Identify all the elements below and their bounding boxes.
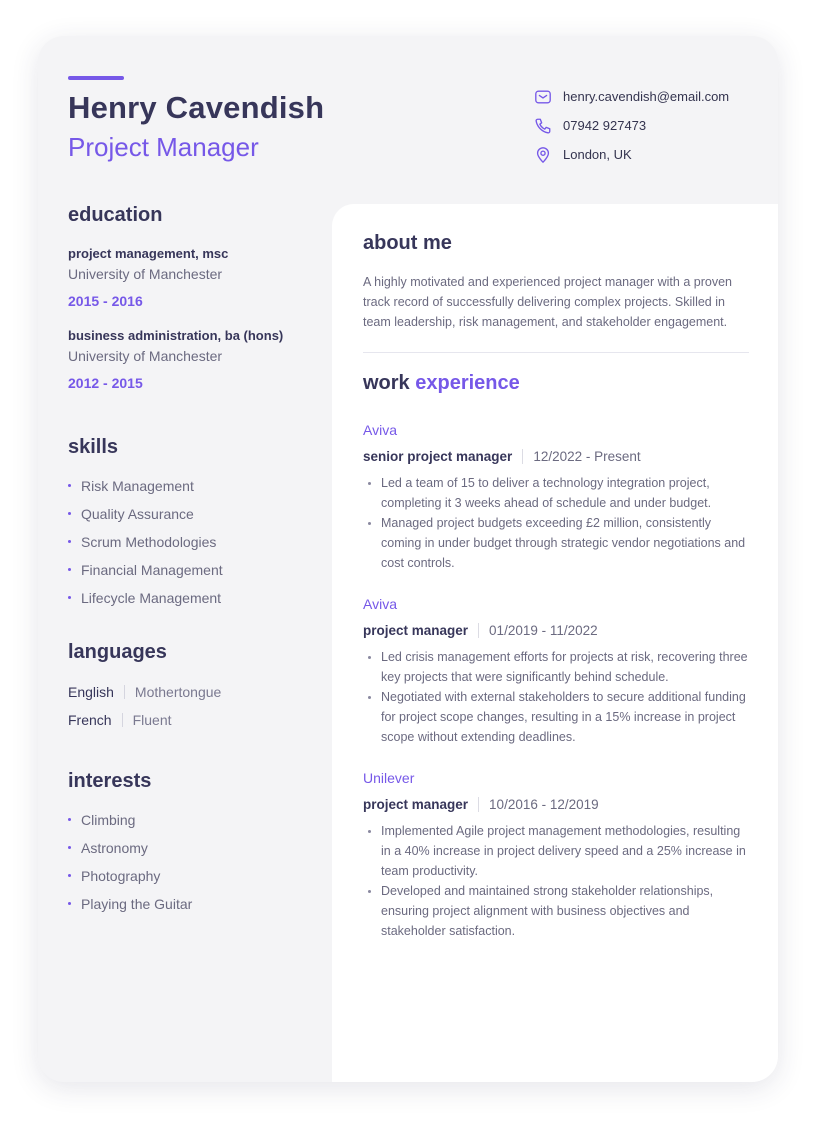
interest-item: Photography — [68, 866, 330, 894]
education-years: 2012 - 2015 — [68, 375, 143, 391]
language-divider — [124, 685, 125, 699]
job-entry — [363, 770, 749, 941]
job-title: project manager — [363, 623, 469, 638]
skill-item: Lifecycle Management — [68, 588, 330, 616]
job-bullet: Developed and maintained strong stakeholder relationships, ensuring project alignment with business objectives and stakeholder satisfaction. — [363, 881, 749, 941]
work-title — [363, 372, 749, 395]
language-item — [68, 678, 330, 706]
work-title-part1: work — [363, 372, 410, 394]
job-heading — [363, 449, 749, 464]
skill-item: Scrum Methodologies — [68, 532, 330, 560]
job-dates: 10/2016 - 12/2019 — [489, 797, 599, 812]
contact-email — [534, 82, 729, 111]
job-divider — [478, 623, 479, 638]
skill-item: Financial Management — [68, 560, 330, 588]
skill-item: Risk Management — [68, 476, 330, 504]
skills-list — [68, 476, 330, 616]
phone-text[interactable]: 07942 927473 — [563, 118, 647, 133]
job-bullets — [363, 473, 749, 573]
skills-title: skills — [68, 436, 119, 458]
job-title: senior project manager — [363, 449, 513, 464]
education-degree: project management, msc — [68, 246, 229, 261]
language-divider — [122, 713, 123, 727]
resume-card — [38, 36, 778, 1082]
contact-phone — [534, 111, 729, 140]
phone-icon — [534, 117, 552, 135]
education-degree: business administration, ba (hons) — [68, 328, 284, 343]
location-text: London, UK — [563, 147, 632, 162]
interest-item: Playing the Guitar — [68, 894, 330, 922]
job-company: Aviva — [363, 422, 397, 438]
job-heading — [363, 797, 749, 812]
email-text[interactable]: henry.cavendish@email.com — [563, 89, 730, 104]
interest-item: Astronomy — [68, 838, 330, 866]
left-column — [68, 204, 330, 922]
interest-item: Climbing — [68, 810, 330, 838]
job-bullet: Managed project budgets exceeding £2 million, consistently coming in under budget through strategic vendor negotiations and cost controls. — [363, 513, 749, 573]
contact-location — [534, 140, 729, 169]
language-name: English — [68, 684, 114, 700]
job-title: project manager — [363, 797, 469, 812]
education-title: education — [68, 204, 163, 226]
job-bullet: Led crisis management efforts for projects at risk, recovering three key projects that were significantly behind schedule. — [363, 647, 749, 687]
about-title: about me — [363, 232, 452, 254]
accent-bar — [68, 76, 124, 80]
about-section — [363, 232, 749, 941]
job-entry — [363, 596, 749, 747]
job-divider — [478, 797, 479, 812]
language-level: Fluent — [132, 712, 172, 728]
job-dates: 01/2019 - 11/2022 — [489, 623, 598, 638]
education-school: University of Manchester — [68, 266, 223, 282]
mail-icon — [534, 88, 552, 106]
education-item — [68, 246, 330, 309]
candidate-name: Henry Cavendish — [68, 90, 325, 125]
language-item — [68, 706, 330, 734]
section-divider — [363, 352, 749, 353]
job-heading — [363, 623, 749, 638]
interests-title: interests — [68, 770, 152, 792]
languages-list — [68, 678, 330, 734]
education-item — [68, 328, 330, 391]
location-pin-icon — [534, 146, 552, 164]
job-divider — [522, 449, 523, 464]
job-dates: 12/2022 - Present — [533, 449, 641, 464]
job-bullet: Led a team of 15 to deliver a technology integration project, completing it 3 weeks ahead of schedule and under budget. — [363, 473, 749, 513]
right-column — [332, 204, 778, 1082]
job-company: Aviva — [363, 596, 397, 612]
job-bullets — [363, 647, 749, 747]
contact-info — [534, 82, 729, 169]
education-years: 2015 - 2016 — [68, 293, 143, 309]
job-company: Unilever — [363, 770, 415, 786]
interests-list — [68, 810, 330, 922]
language-level: Mothertongue — [134, 684, 222, 700]
work-title-part2: experience — [415, 372, 520, 394]
education-school: University of Manchester — [68, 348, 223, 364]
language-name: French — [68, 712, 112, 728]
job-bullet: Negotiated with external stakeholders to secure additional funding for project scope changes, resulting in a 15% increase in project scope without extending deadlines. — [363, 687, 749, 747]
job-entry — [363, 422, 749, 573]
candidate-role: Project Manager — [68, 132, 259, 162]
about-text: A highly motivated and experienced project manager with a proven track record of successfully delivering complex projects. Skilled in team leadership, risk management, and stakeholder engagement. — [363, 275, 732, 329]
skill-item: Quality Assurance — [68, 504, 330, 532]
job-bullet: Implemented Agile project management methodologies, resulting in a 40% increase in project delivery speed and a 25% increase in team productivity. — [363, 821, 749, 881]
languages-title: languages — [68, 641, 167, 663]
job-bullets — [363, 821, 749, 941]
